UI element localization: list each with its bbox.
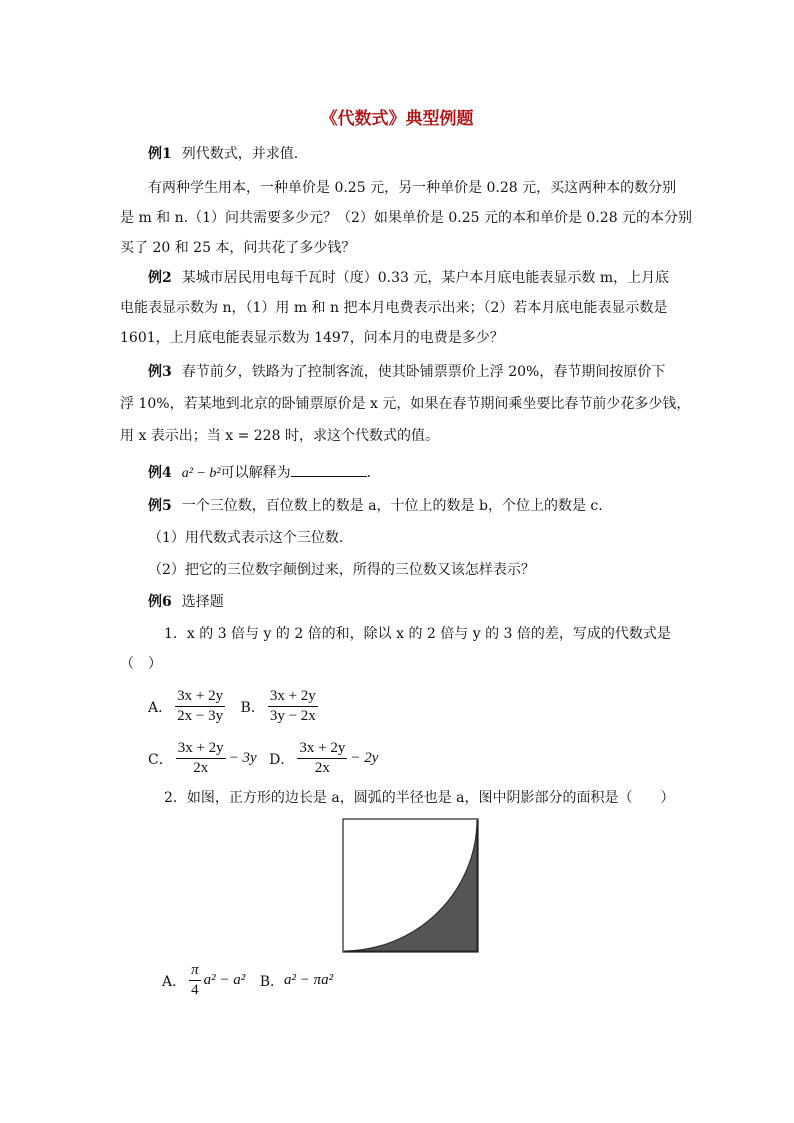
- ex4-line: [148, 462, 371, 484]
- ex6-optB-numerator: 3x + 2y: [268, 688, 318, 707]
- ex6-optD-denominator: 2x: [314, 760, 330, 776]
- ex6-optA-fraction: [175, 688, 225, 725]
- ex5-q1: （1）用代数式表示这个三位数.: [148, 530, 344, 546]
- ex6-q2-optA-fraction: [189, 962, 201, 999]
- ex6-head-line: [148, 592, 224, 612]
- ex6-q2-optA-denominator: 4: [191, 982, 199, 998]
- ex1-head: 列代数式，并求值.: [181, 146, 299, 162]
- square-arc-figure: [342, 818, 480, 954]
- ex6-optA-denominator: 2x − 3y: [177, 708, 224, 724]
- ex6-optC-label: C．: [148, 751, 173, 768]
- ex6-optA-label: A．: [148, 699, 173, 716]
- ex6-q2-optB-label: B．: [259, 973, 285, 990]
- ex4-text: 可以解释为: [220, 465, 291, 481]
- ex4-end: .: [366, 465, 372, 481]
- ex6-optD-numerator: 3x + 2y: [297, 740, 347, 759]
- ex6-optB-denominator: 3y − 2x: [269, 708, 316, 724]
- ex4-label: 例4: [148, 465, 172, 481]
- ex1-line1: 有两种学生用本，一种单价是 0.25 元，另一种单价是 0.28 元，买这两种本的数分别: [148, 180, 677, 196]
- ex6-head: 选择题: [181, 594, 224, 610]
- ex5-label: 例5: [148, 498, 172, 514]
- ex6-q2-options: [162, 962, 333, 999]
- ex6-q2-optA-label: A．: [162, 973, 187, 990]
- ex6-q1-options-cd: [148, 740, 378, 777]
- ex2-line2: 电能表显示数为 n，（1）用 m 和 n 把本月电费表示出来；（2）若本月底电能表显示数是: [120, 300, 668, 316]
- ex5-q2: （2）把它的三位数字颠倒过来，所得的三位数又该怎样表示？: [148, 562, 535, 578]
- ex1-line3: 买了 20 和 25 本，问共花了多少钱？: [120, 240, 356, 256]
- ex3-line2: 浮 10%，若某地到北京的卧铺票原价是 x 元，如果在春节期间乘坐要比春节前少花多少钱，: [120, 396, 691, 412]
- ex6-optD-tail: − 2y: [350, 750, 379, 766]
- ex6-optD-fraction: [297, 740, 347, 777]
- ex4-expr: a² − b²: [181, 466, 221, 481]
- ex2-line3: 1601，上月底电能表显示数为 1497，问本月的电费是多少？: [120, 330, 504, 346]
- ex6-q2-line: 2．如图，正方形的边长是 a，圆弧的半径也是 a，图中阴影部分的面积是（ ）: [164, 790, 675, 806]
- ex6-optB-fraction: [268, 688, 318, 725]
- ex6-label: 例6: [148, 594, 172, 610]
- ex2-label: 例2: [148, 270, 172, 286]
- ex6-optC-tail: − 3y: [228, 750, 257, 766]
- ex4-answer-blank: [291, 462, 367, 477]
- ex3-line1-wrap: [148, 362, 665, 382]
- ex6-q2-optA-numerator: π: [189, 962, 201, 981]
- ex6-optC-fraction: [176, 740, 226, 777]
- ex6-optB-label: B．: [240, 699, 265, 716]
- ex3-line1: 春节前夕，铁路为了控制客流，使其卧铺票票价上浮 20%，春节期间按原价下: [181, 364, 666, 380]
- ex6-optA-numerator: 3x + 2y: [175, 688, 225, 707]
- ex3-label: 例3: [148, 364, 172, 380]
- ex6-optC-numerator: 3x + 2y: [176, 740, 226, 759]
- ex3-line3: 用 x 表示出；当 x = 228 时，求这个代数式的值。: [120, 428, 439, 444]
- ex6-q2-optA-tail: a² − a²: [203, 972, 246, 988]
- ex6-optC-denominator: 2x: [193, 760, 209, 776]
- ex6-q1-line2: （ ）: [120, 656, 162, 672]
- ex6-optD-label: D．: [269, 751, 295, 768]
- ex1-head-line: [148, 144, 298, 164]
- ex5-head: 一个三位数，百位数上的数是 a，十位上的数是 b，个位上的数是 c.: [181, 498, 603, 514]
- page-title: 《代数式》典型例题: [320, 109, 474, 129]
- ex5-head-line: [148, 496, 603, 516]
- ex6-q1-options-ab: [148, 688, 321, 725]
- ex1-label: 例1: [148, 146, 172, 162]
- ex6-q2-optB-expr: a² − πa²: [284, 972, 334, 988]
- ex2-line1-wrap: [148, 268, 669, 288]
- ex2-line1: 某城市居民用电每千瓦时（度）0.33 元，某户本月底电能表显示数 m，上月底: [181, 270, 670, 286]
- ex1-line2: 是 m 和 n.（1）问共需要多少元？（2）如果单价是 0.25 元的本和单价是 0.28 元的本分别: [120, 210, 693, 226]
- ex6-q1-line1: 1．x 的 3 倍与 y 的 2 倍的和，除以 x 的 2 倍与 y 的 3 倍的差，写成的代数式是: [164, 626, 671, 642]
